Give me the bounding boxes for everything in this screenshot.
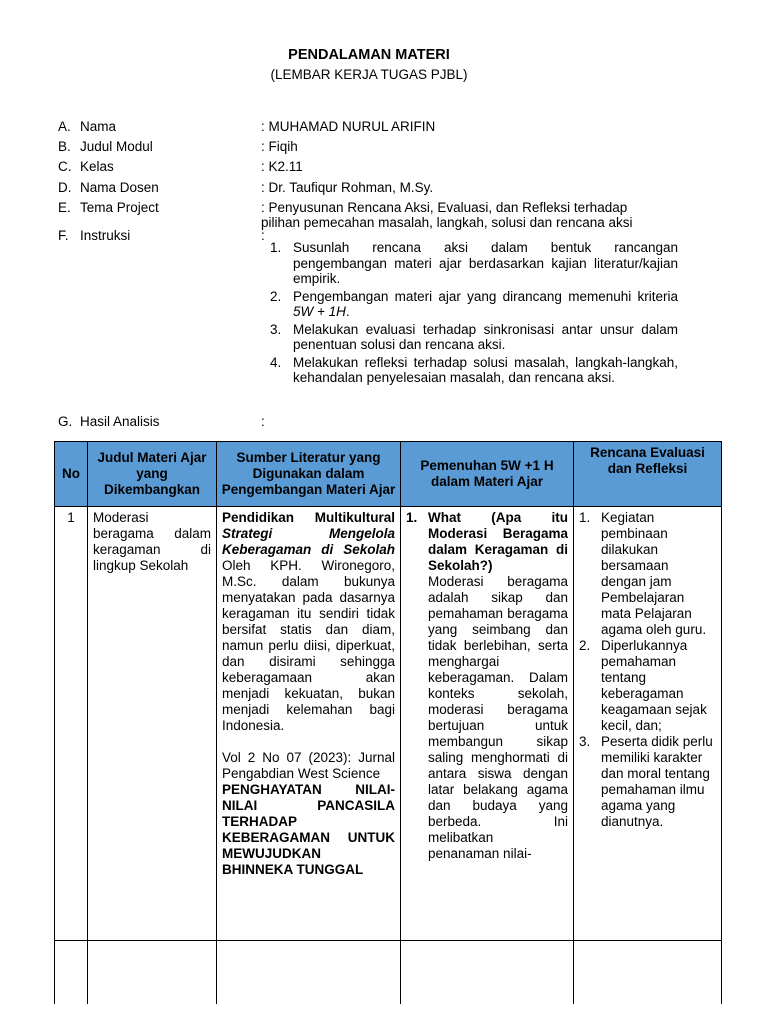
cell-rencana bbox=[574, 507, 722, 1005]
info-value: : K2.11 bbox=[261, 159, 303, 174]
instruction-text: Pengembangan materi ajar yang dirancang memenuhi kriteria bbox=[293, 288, 678, 304]
instruction-item bbox=[270, 289, 678, 320]
cell-pemenuhan bbox=[401, 507, 574, 1005]
info-label: Tema Project bbox=[80, 200, 159, 215]
info-label: Instruksi bbox=[80, 228, 131, 243]
table-bottom-border bbox=[54, 940, 721, 941]
info-label: Nama Dosen bbox=[80, 180, 159, 195]
instruction-text: . bbox=[345, 304, 350, 319]
info-label: Kelas bbox=[80, 159, 114, 174]
header-pemenuhan: Pemenuhan 5W +1 H dalam Materi Ajar bbox=[401, 442, 574, 507]
document-title: PENDALAMAN MATERI bbox=[288, 47, 450, 63]
rencana-number: 3. bbox=[579, 734, 591, 749]
instruction-item bbox=[270, 355, 678, 386]
sumber-journal-title: PENGHAYATAN NILAI-NILAI PANCASILA TERHADAP KEBERAGAMAN UNTUK MEWUJUDKAN BHINNEKA TUNGGAL bbox=[222, 782, 395, 877]
instruction-text: Melakukan refleksi terhadap solusi masalah, langkah-langkah, kehandalan penyelesaian masalah, dan rencana aksi. bbox=[293, 354, 678, 385]
info-label: Nama bbox=[80, 119, 117, 134]
info-letter: E. bbox=[58, 200, 71, 215]
pemenuhan-number: 1. bbox=[406, 510, 418, 525]
instruction-emphasis: 5W + 1H bbox=[293, 304, 346, 319]
pemenuhan-answer: Moderasi beragama adalah sikap dan pemahaman beragama yang seimbang dan tidak berlebihan, serta menghargai keberagaman. Dalam konteks sekolah, moderasi beragama bertujuan untuk membangun sikap saling menghormati di antara siswa dengan latar belakang agama dan budaya yang berbeda. Ini melibatkan penanaman nilai- bbox=[428, 574, 568, 861]
rencana-item bbox=[579, 734, 716, 830]
rencana-number: 2. bbox=[579, 638, 591, 653]
instruction-text: Melakukan evaluasi terhadap sinkronisasi antar unsur dalam penentuan solusi dan rencana aksi. bbox=[293, 321, 678, 352]
info-letter: C. bbox=[58, 159, 72, 174]
instruction-number: 2. bbox=[270, 288, 282, 304]
info-letter: A. bbox=[58, 119, 71, 134]
info-value: : MUHAMAD NURUL ARIFIN bbox=[261, 119, 436, 134]
instruction-number: 1. bbox=[270, 240, 282, 255]
sumber-bold-title: Pendidikan Multikultural bbox=[222, 510, 395, 525]
rencana-number: 1. bbox=[579, 510, 591, 525]
instruction-item bbox=[270, 322, 678, 353]
header-sumber-literatur: Sumber Literatur yang Digunakan dalam Pengembangan Materi Ajar bbox=[217, 442, 401, 507]
header-rencana-evaluasi: Rencana Evaluasi dan Refleksi bbox=[574, 442, 722, 507]
info-value-line: pilihan pemecahan masalah, langkah, solusi dan rencana aksi bbox=[261, 215, 633, 230]
rencana-item bbox=[579, 638, 716, 734]
header-judul-materi: Judul Materi Ajar yang Dikembangkan bbox=[88, 442, 217, 507]
info-letter: B. bbox=[58, 139, 71, 154]
sumber-journal: Vol 2 No 07 (2023): Jurnal Pengabdian West Science bbox=[222, 750, 395, 781]
info-value: : Dr. Taufiqur Rohman, M.Sy. bbox=[261, 180, 434, 195]
info-letter: D. bbox=[58, 180, 72, 195]
info-label: Judul Modul bbox=[80, 139, 153, 154]
info-value bbox=[261, 200, 681, 230]
analysis-table bbox=[54, 441, 722, 1004]
cell-sumber bbox=[217, 507, 401, 1005]
cell-no: 1 bbox=[55, 507, 88, 1005]
info-value: : Fiqih bbox=[261, 139, 298, 154]
rencana-text: Kegiatan pembinaan dilakukan bersamaan dengan jam Pembelajaran mata Pelajaran agama oleh guru. bbox=[601, 510, 707, 637]
info-value: : bbox=[261, 414, 265, 429]
sumber-book-title: Strategi Mengelola Keberagaman di Sekolah bbox=[222, 526, 395, 557]
table-row bbox=[55, 507, 722, 1005]
rencana-text: Peserta didik perlu memiliki karakter dan moral tentang pemahaman ilmu agama yang dianutnya. bbox=[601, 734, 713, 829]
info-value-line: : Penyusunan Rencana Aksi, Evaluasi, dan Refleksi terhadap bbox=[261, 200, 628, 215]
info-value: : bbox=[261, 228, 265, 243]
pemenuhan-question: What (Apa itu Moderasi Beragama dalam Keragaman di Sekolah?) bbox=[428, 510, 568, 573]
header-no: No bbox=[55, 442, 88, 507]
rencana-item bbox=[579, 510, 716, 638]
instruction-number: 4. bbox=[270, 354, 282, 370]
instruction-item bbox=[270, 240, 678, 287]
info-letter: F. bbox=[58, 228, 69, 243]
instruction-number: 3. bbox=[270, 321, 282, 337]
pemenuhan-item bbox=[406, 510, 568, 862]
cell-judul: Moderasi beragama dalam keragaman di lingkup Sekolah bbox=[88, 507, 217, 1005]
instruction-list bbox=[270, 240, 678, 388]
info-letter: G. bbox=[58, 414, 73, 429]
info-label: Hasil Analisis bbox=[80, 414, 160, 429]
instruction-text: Susunlah rencana aksi dalam bentuk rancangan pengembangan materi ajar berdasarkan kajian literatur/kajian empirik. bbox=[293, 240, 678, 286]
table-header-row bbox=[55, 442, 722, 507]
rencana-text: Diperlukannya pemahaman tentang keberagaman keagamaan sejak kecil, dan; bbox=[601, 638, 707, 733]
document-subtitle: (LEMBAR KERJA TUGAS PJBL) bbox=[270, 67, 468, 82]
sumber-text: Oleh KPH. Wironegoro, M.Sc. dalam bukunya menyatakan pada dasarnya keragaman itu sendiri tidak bersifat statis dan diam, namun perlu diisi, diperkuat, dan disirami sehingga keberagamaan akan menjadi kekuatan, bukan menjadi kelemahan bagi Indonesia. bbox=[222, 558, 395, 733]
